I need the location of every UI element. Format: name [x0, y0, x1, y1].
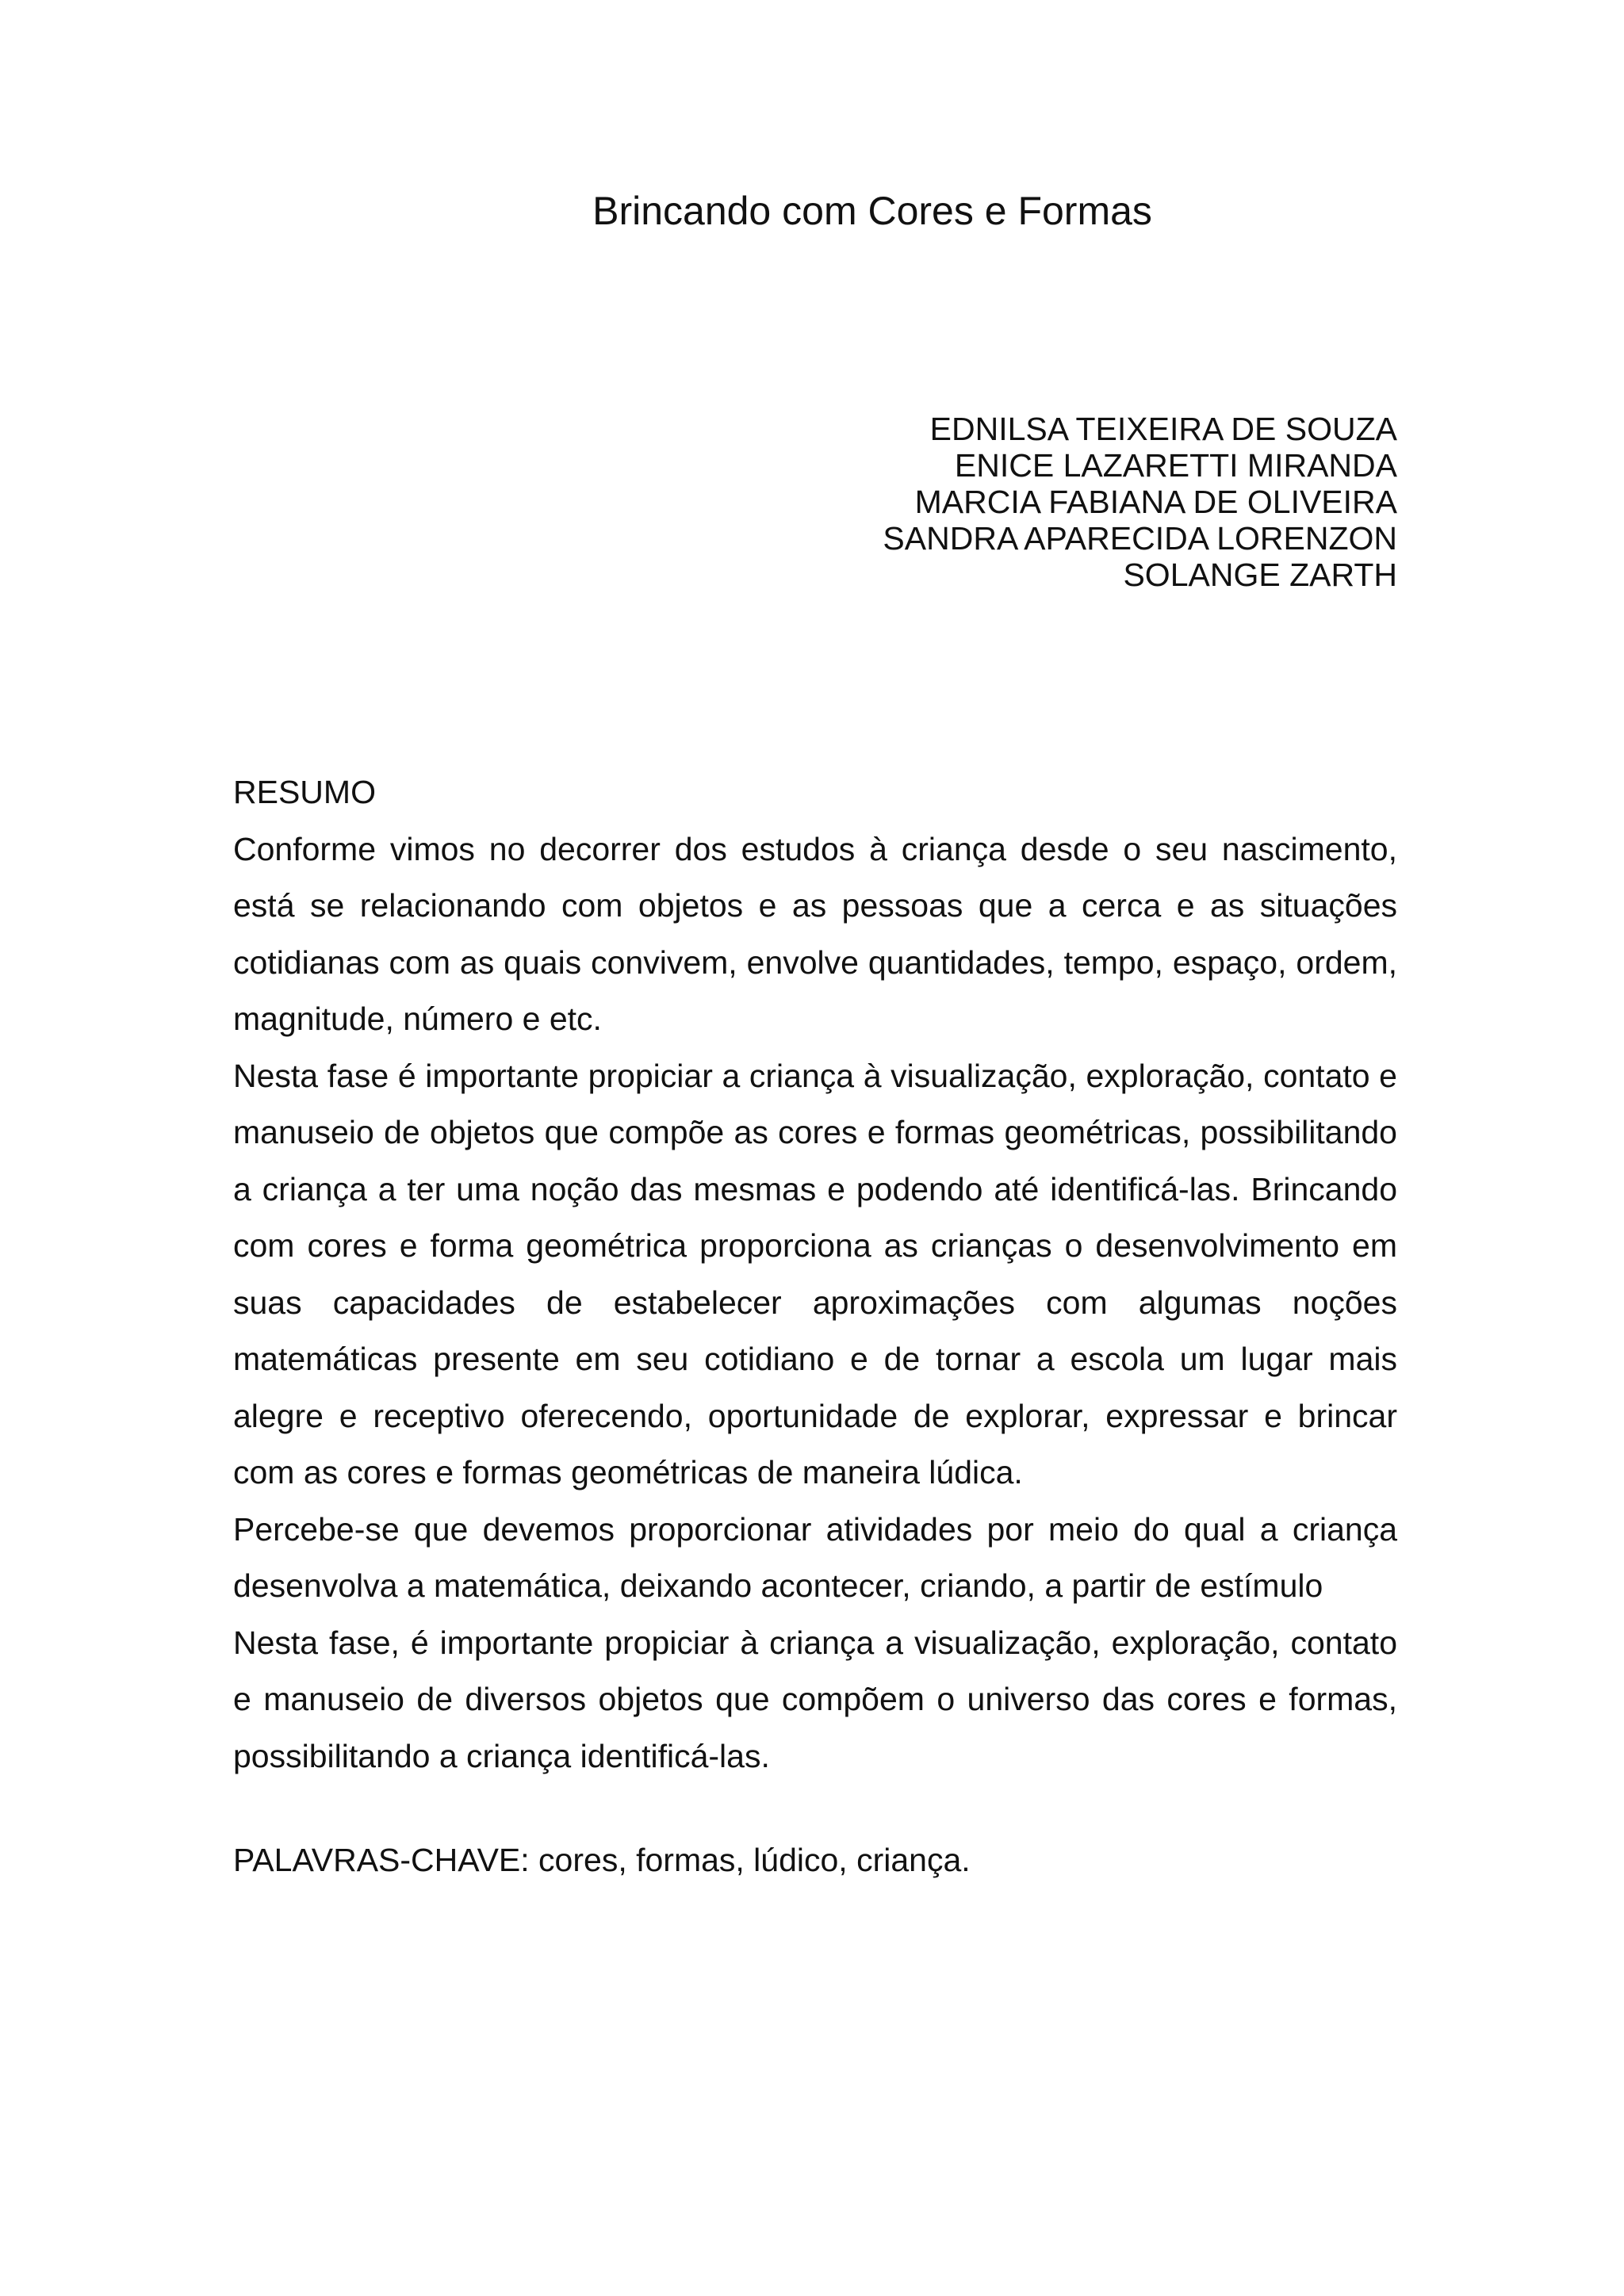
abstract-heading: RESUMO [233, 774, 376, 810]
abstract-paragraph: Nesta fase é importante propiciar a criança à visualização, exploração, contato e manuseio de objetos que compõe as cores e formas geométricas, possibilitando a criança a ter uma noção das mesmas e podendo até identificá-las. Brincando com cores e forma geométrica proporciona as crianças o desenvolvimento em suas capacidades de estabelecer aproximações com algumas noções matemáticas presente em seu cotidiano e de tornar a escola um lugar mais alegre e receptivo oferecendo, oportunidade de explorar, expressar e brincar com as cores e formas geométricas de maneira lúdica. [233, 1057, 1397, 1490]
author-name: ENICE LAZARETTI MIRANDA [954, 447, 1397, 484]
author-name: EDNILSA TEIXEIRA DE SOUZA [929, 411, 1397, 447]
author-list [883, 411, 1397, 593]
abstract-paragraph: Percebe-se que devemos proporcionar atividades por meio do qual a criança desenvolva a matemática, deixando acontecer, criando, a partir de estímulo [233, 1510, 1397, 1604]
author-name: SANDRA APARECIDA LORENZON [883, 520, 1397, 557]
author-name: MARCIA FABIANA DE OLIVEIRA [914, 484, 1397, 520]
abstract-paragraph: Conforme vimos no decorrer dos estudos à criança desde o seu nascimento, está se relacionando com objetos e as pessoas que a cerca e as situações cotidianas com as quais convivem, envolve quantidades, tempo, espaço, ordem, magnitude, número e etc. [233, 830, 1397, 1037]
keywords-line: PALAVRAS-CHAVE: cores, formas, lúdico, criança. [233, 1842, 971, 1878]
author-name: SOLANGE ZARTH [1123, 557, 1397, 593]
abstract-section [233, 764, 1397, 1785]
abstract-paragraph: Nesta fase, é importante propiciar à criança a visualização, exploração, contato e manuseio de diversos objetos que compõem o universo das cores e formas, possibilitando a criança identificá-las. [233, 1624, 1397, 1774]
document-title: Brincando com Cores e Formas [592, 189, 1152, 233]
